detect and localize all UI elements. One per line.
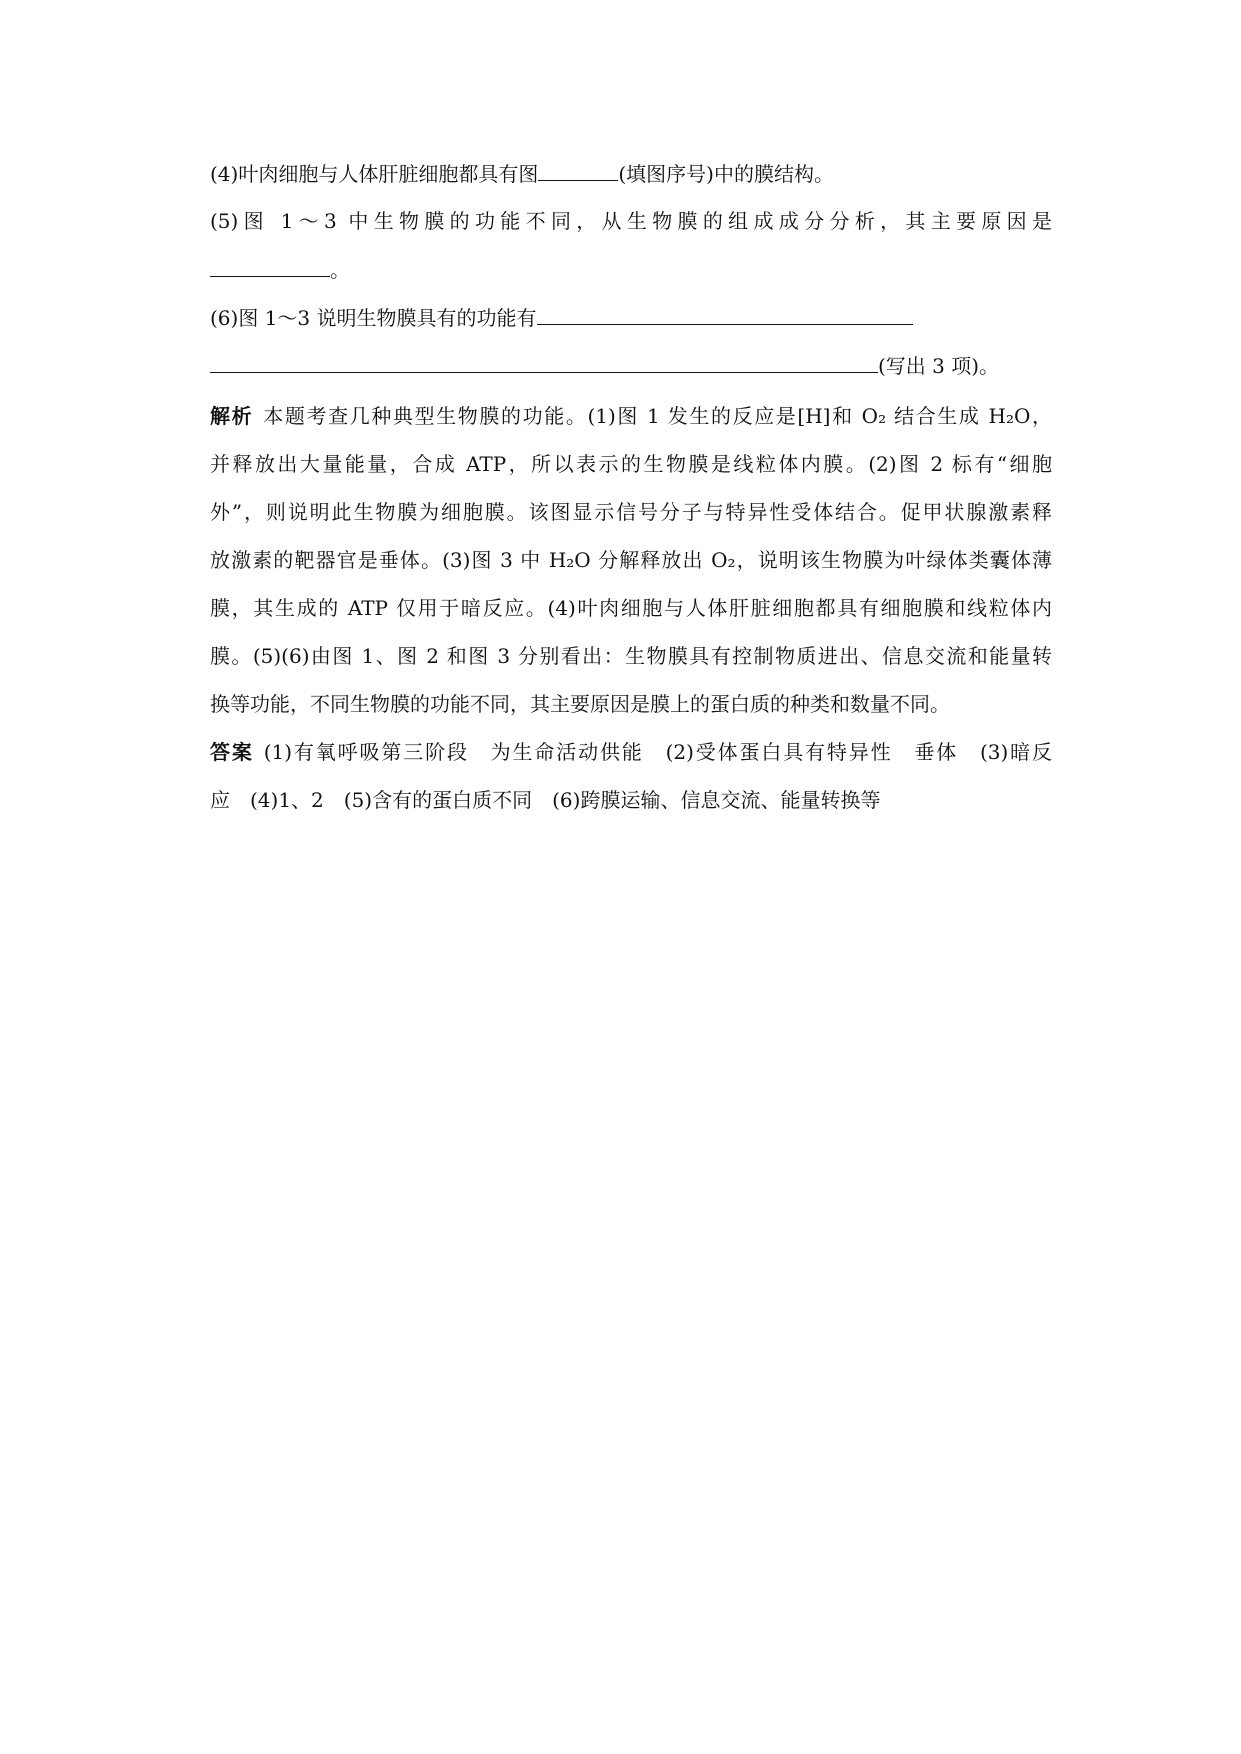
answer-line-2: 应 (4)1、2 (5)含有的蛋白质不同 (6)跨膜运输、信息交流、能量转换等 (210, 788, 881, 812)
answer-label: 答案 (210, 740, 254, 764)
analysis-line-4: 放激素的靶器官是垂体。(3)图 3 中 H₂O 分解释放出 O₂，说明该生物膜为叶绿体类囊体薄 (210, 548, 1052, 572)
analysis-label: 解析 (210, 404, 254, 428)
analysis-line-3: 外”，则说明此生物膜为细胞膜。该图显示信号分子与特异性受体结合。促甲状腺激素释 (210, 500, 1052, 524)
answer-line-1 (210, 737, 1052, 767)
q6-answer-blank-2[interactable] (210, 350, 878, 373)
q4-answer-blank[interactable] (538, 158, 618, 181)
q6-suffix: (写出 3 项)。 (878, 354, 1000, 378)
q6-answer-blank-1[interactable] (537, 302, 913, 325)
question-5-line2 (210, 254, 1052, 284)
answer-text-1: (1)有氧呼吸第三阶段 为生命活动供能 (2)受体蛋白具有特异性 垂体 (3)暗反 (263, 740, 1052, 764)
analysis-line-7: 换等功能，不同生物膜的功能不同，其主要原因是膜上的蛋白质的种类和数量不同。 (210, 692, 950, 716)
question-4 (210, 158, 1052, 188)
question-5-line1: (5)图 1～3 中生物膜的功能不同，从生物膜的组成成分分析，其主要原因是 (210, 209, 1052, 233)
q5-end: 。 (330, 258, 350, 282)
question-6-line2 (210, 350, 1052, 380)
q4-suffix: (填图序号)中的膜结构。 (618, 162, 834, 186)
q4-prefix: (4)叶肉细胞与人体肝脏细胞都具有图 (210, 162, 539, 186)
q6-prefix: (6)图 1～3 说明生物膜具有的功能有 (210, 306, 537, 330)
question-6-line1 (210, 302, 1052, 332)
analysis-line-2: 并释放出大量能量，合成 ATP，所以表示的生物膜是线粒体内膜。(2)图 2 标有“细胞 (210, 452, 1052, 476)
analysis-text-1: 本题考查几种典型生物膜的功能。(1)图 1 发生的反应是[H]和 O₂ 结合生成 H₂O， (263, 404, 1052, 428)
analysis-line-5: 膜，其生成的 ATP 仅用于暗反应。(4)叶肉细胞与人体肝脏细胞都具有细胞膜和线粒体内 (210, 596, 1052, 620)
q5-answer-blank[interactable] (210, 254, 330, 277)
analysis-line-1 (210, 401, 1052, 431)
analysis-line-6: 膜。(5)(6)由图 1、图 2 和图 3 分别看出：生物膜具有控制物质进出、信息交流和能量转 (210, 644, 1052, 668)
